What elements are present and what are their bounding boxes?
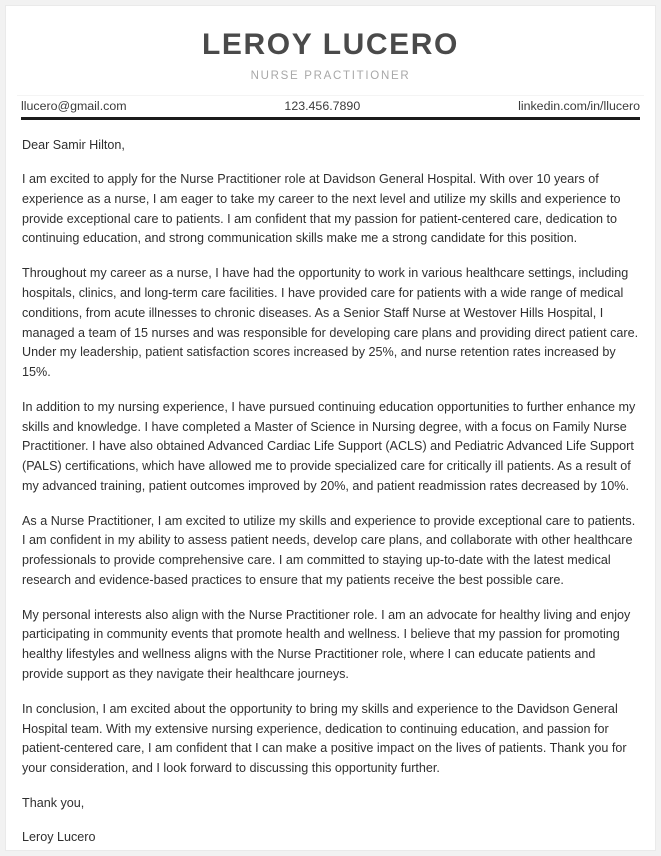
letter-paragraph: In addition to my nursing experience, I have pursued continuing education opportunities to further enhance my skills and knowledge. I have completed a Master of Science in Nursing degree, with a focus on Family Nurse Practitioner. I have also obtained Advanced Cardiac Life Support (ACLS) and Pediatric Advanced Life Support (PALS) certifications, which have allowed me to provide specialized care for critically ill patients. As a result of my advanced training, patient outcomes improved by 20%, and patient readmission rates decreased by 10%.	[22, 399, 636, 493]
page-title: LEROY LUCERO	[201, 28, 459, 61]
letter-paragraph: In conclusion, I am excited about the opportunity to bring my skills and experience to the Davidson General Hospital team. With my extensive nursing experience, dedication to continuing education, and passion for patient-centered care, I am confident that I can make a positive impact on the lives of patients. Thank you for your consideration, and I look forward to discussing this opportunity further.	[22, 701, 627, 776]
letter-paragraph: My personal interests also align with the Nurse Practitioner role. I am an advocate for healthy living and enjoy participating in community events that promote health and wellness. I believe that my passion for promoting healthy lifestyles and wellness aligns with the Nurse Practitioner role, where I can educate patients and provide support as they navigate their healthcare journeys.	[22, 607, 631, 681]
contact-row	[17, 99, 644, 117]
letter-header	[6, 6, 655, 83]
contact-bar	[17, 95, 644, 117]
letter-paragraph: Throughout my career as a nurse, I have had the opportunity to work in various healthcare settings, including hospitals, clinics, and long-term care facilities. I have provided care for patients with a wide range of medical conditions, from acute illnesses to chronic diseases. As a Senior Staff Nurse at Westover Hills Hospital, I managed a team of 15 nurses and was responsible for developing care plans and providing direct patient care. Under my leadership, patient satisfaction scores increased by 25%, and nurse retention rates increased by 15%.	[22, 266, 639, 380]
contact-email[interactable]: llucero@gmail.com	[21, 98, 127, 113]
salutation: Dear Samir Hilton,	[22, 137, 125, 152]
signature-name: Leroy Lucero	[22, 830, 96, 845]
contact-linkedin[interactable]: linkedin.com/in/llucero	[518, 98, 640, 113]
closing-line: Thank you,	[22, 795, 85, 810]
letter-paragraph: As a Nurse Practitioner, I am excited to utilize my skills and experience to provide exceptional care to patients. I am confident in my ability to assess patient needs, develop care plans, and collaborate with other healthcare professionals to provide comprehensive care. I am committed to staying up-to-date with the latest medical research and evidence-based practices to ensure that my patients receive the best possible care.	[22, 513, 636, 587]
letter-paragraph: I am excited to apply for the Nurse Practitioner role at Davidson General Hospital. With over 10 years of experience as a nurse, I am eager to take my career to the next level and utilize my skills and experience to provide exceptional care to patients. I am confident that my passion for patient-centered care, dedication to continuing education, and strong communication skills make me a strong candidate for this position.	[22, 172, 621, 246]
contact-phone[interactable]: 123.456.7890	[284, 98, 361, 113]
letter-body	[6, 120, 655, 848]
letter-page	[5, 5, 656, 851]
job-title-subheading: NURSE PRACTITIONER	[250, 70, 411, 82]
